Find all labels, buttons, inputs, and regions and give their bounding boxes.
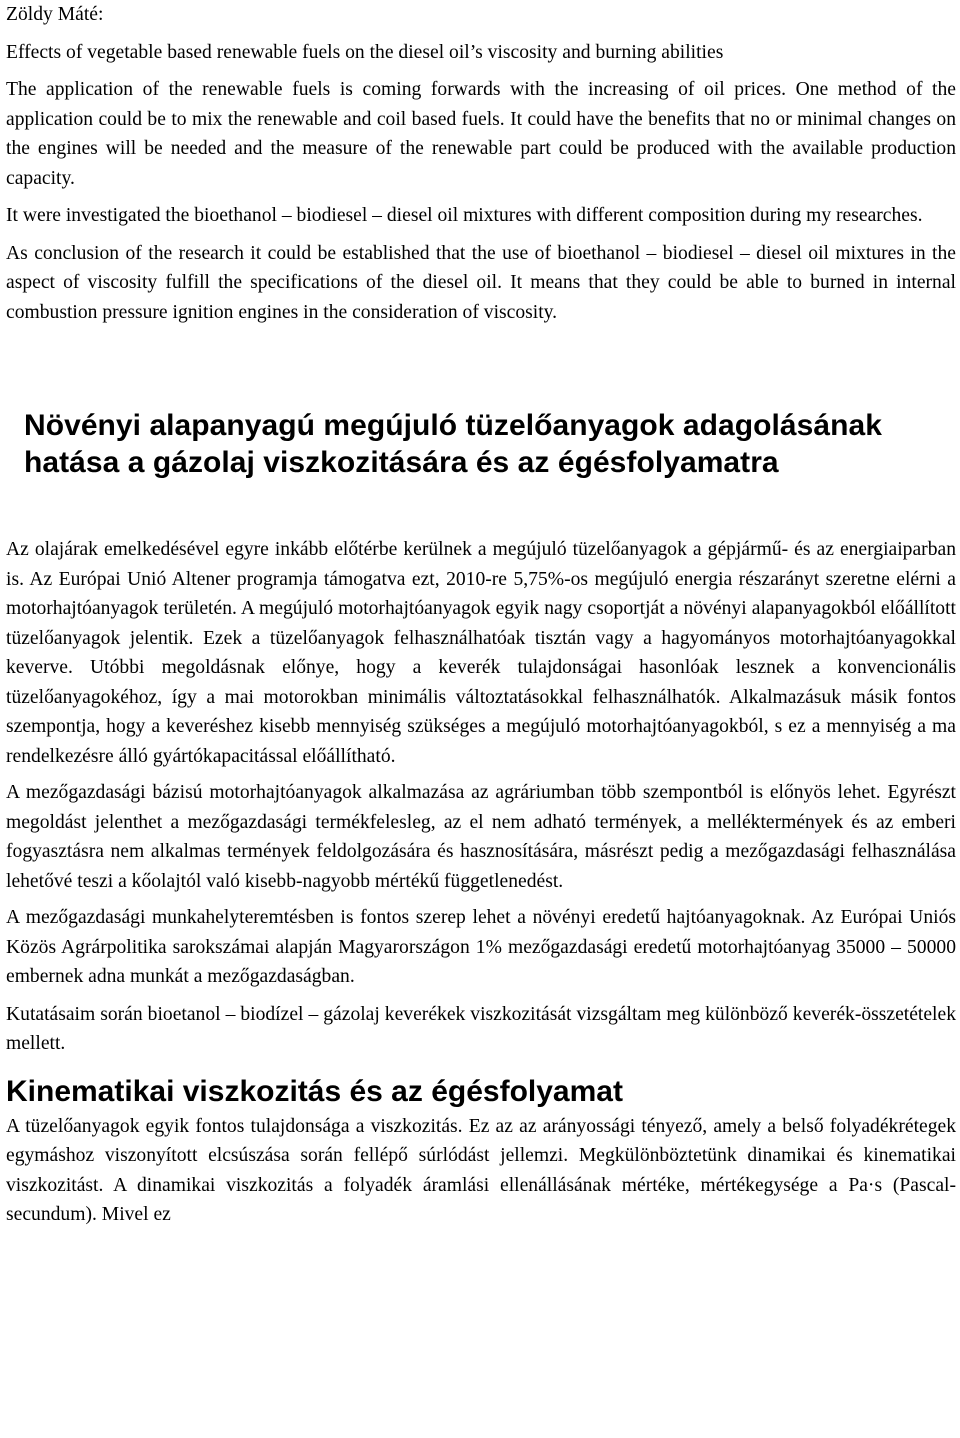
english-paragraph-1: The application of the renewable fuels is coming forwards with the increasing of oil prices. One method of the application could be to mix the renewable and coil based fuels. It could have the benefits that no or minimal changes on the engines will be needed and the measure of the renewable part could be produced with the available production capacity. xyxy=(6,79,956,189)
hungarian-paragraph-3: A mezőgazdasági munkahelyteremtésben is fontos szerep lehet a növényi eredetű hajtóanyagoknak. Az Európai Uniós Közös Agrárpolitika sarokszámai alapján Magyarországon 1% mezőgazdasági eredetű motorhajtóanyag 35000 – 50000 embernek adna munkát a mezőgazdaságban. xyxy=(6,907,956,987)
section-paragraph: A tüzelőanyagok egyik fontos tulajdonsága a viszkozitás. Ez az az arányossági tényező, amely a belső folyadékrétegek egymáshoz viszonyított elcsúszása során fellépő súrlódást jellemzi. Megkülönböztetünk dinamikai és kinematikai viszkozitást. A dinamikai viszkozitás a folyadék áramlási ellenállásának mértéke, mértékegysége a Pa·s (Pascal-secundum). Mivel ez xyxy=(6,1115,956,1225)
english-title: Effects of vegetable based renewable fuels on the diesel oil’s viscosity and burning abilities xyxy=(6,41,724,63)
hungarian-paragraph-4: Kutatásaim során bioetanol – biodízel – gázolaj keverékek viszkozitását vizsgáltam meg különböző keverék-összetételek mellett. xyxy=(6,1003,956,1054)
english-paragraph-3: As conclusion of the research it could be established that the use of bioethanol – biodiesel – diesel oil mixtures in the aspect of viscosity fulfill the specifications of the diesel oil. It means that they could be able to burned in internal combustion pressure ignition engines in the consideration of viscosity. xyxy=(6,242,956,323)
hungarian-paragraph-1: Az olajárak emelkedésével egyre inkább előtérbe kerülnek a megújuló tüzelőanyagok a gépjármű- és az energiaiparban is. Az Európai Unió Altener programja támogatva ezt, 2010-re 5,75%-os megújuló energia részarányt szeretne elérni a motorhajtóanyagok területén. A megújuló motorhajtóanyagok egyik nagy csoportját a növényi alapanyagokból előállított tüzelőanyagok jelentik. Ezek a tüzelőanyagok felhasználhatóak tisztán vagy a hagyományos motorhajtóanyagokkal keverve. Utóbbi megoldásnak előnye, hogy a keverék tulajdonságai hasonlóak lesznek a konvencionális tüzelőanyagokéhoz, így a mai motorokban minimális változtatásokkal felhasználhatók. Alkalmazásuk másik fontos szempontja, hogy a keveréshez kisebb mennyiség szükséges a megújuló motorhajtóanyagokból, s ez a mennyiség a ma rendelkezésre álló gyártókapacitással előállítható. xyxy=(6,539,956,767)
section-heading: Kinematikai viszkozitás és az égésfolyamat xyxy=(6,1074,623,1108)
hungarian-paragraph-2: A mezőgazdasági bázisú motorhajtóanyagok alkalmazása az agráriumban több szempontból is előnyös lehet. Egyrészt megoldást jelenthet a mezőgazdasági termékfelesleg, az el nem adható termények, a melléktermények és az emberi fogyasztásra nem alkalmas termények feldolgozására és hasznosítására, másrészt pedig a mezőgazdasági felhasználása lehetővé teszi a kőolajtól való kisebb-nagyobb mértékű függetlenedést. xyxy=(6,782,956,892)
hungarian-title: Növényi alapanyagú megújuló tüzelőanyagok adagolásának hatása a gázolaj viszkozitására és az égésfolyamatra xyxy=(24,409,882,479)
english-paragraph-2: It were investigated the bioethanol – biodiesel – diesel oil mixtures with different composition during my researches. xyxy=(6,205,923,226)
author-name: Zöldy Máté: xyxy=(6,4,104,25)
